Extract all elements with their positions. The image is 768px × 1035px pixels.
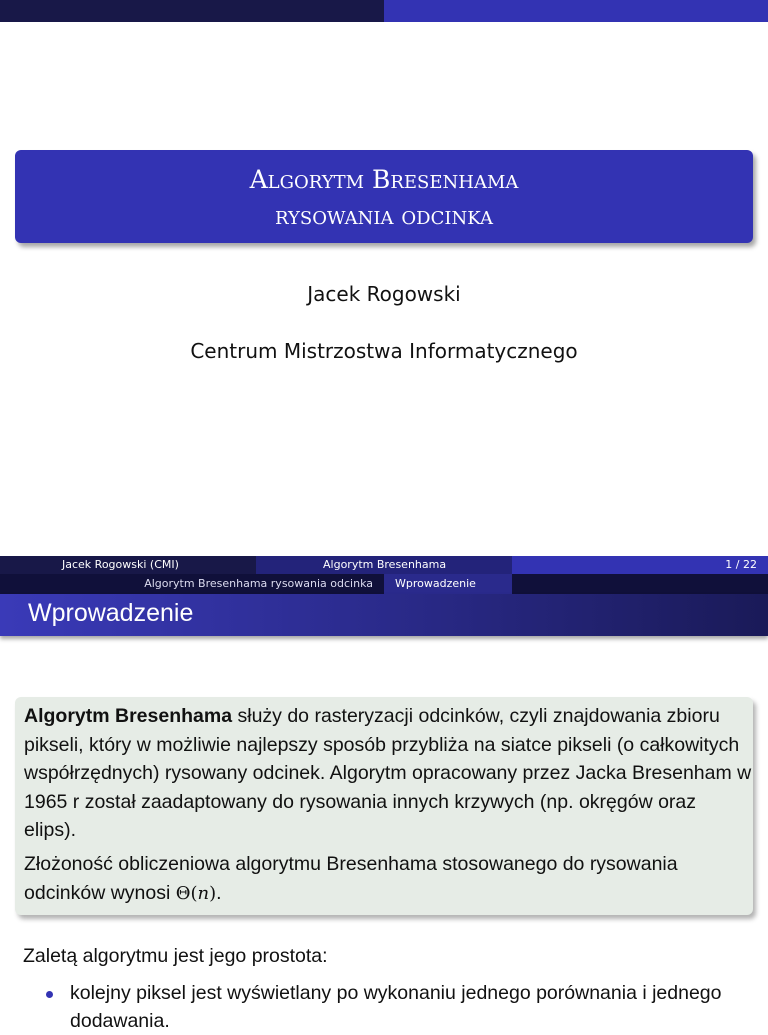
- page-number: 1 / 22: [725, 558, 757, 571]
- author-name: Jacek Rogowski: [307, 282, 461, 306]
- advantages-intro: Zaletą algorytmu jest jego prostota:: [23, 945, 328, 967]
- complexity-period: .: [216, 881, 222, 904]
- list-item-text: kolejny piksel jest wyświetlany po wykonaniu jednego porównania i jednego dodawania.: [70, 982, 722, 1032]
- theta-variable: n: [197, 882, 210, 904]
- content-slide: [0, 556, 768, 1032]
- top-navigation-strip: [0, 0, 768, 22]
- subsection-link[interactable]: Wprowadzenie: [395, 577, 476, 590]
- bold-term: Algorytm Bresenhama: [24, 705, 233, 727]
- theta-close: ): [209, 882, 217, 904]
- top-strip-left: [0, 0, 384, 22]
- headline-title-cell: [256, 556, 512, 574]
- theta-symbol: Θ(: [175, 882, 198, 904]
- complexity-paragraph: [24, 850, 752, 908]
- title-box: [15, 150, 753, 243]
- headline-page-cell: [512, 556, 768, 574]
- presentation-title-line2: rysowania odcinka: [275, 201, 493, 230]
- headline-bar: [0, 556, 768, 574]
- subsection-cell: [384, 574, 512, 594]
- theta-notation: [176, 883, 216, 904]
- section-navigation-bar: [0, 574, 768, 594]
- headline-author-cell: [0, 556, 256, 574]
- bullet-dot-icon: [46, 991, 53, 998]
- complexity-text: Złożoność obliczeniowa algorytmu Bresenhama stosowanego do rysowania odcinków wynosi: [24, 853, 678, 904]
- section-link[interactable]: Algorytm Bresenhama rysowania odcinka: [144, 577, 373, 590]
- frame-title-bar: [0, 594, 768, 636]
- headline-author: Jacek Rogowski (CMI): [62, 558, 179, 571]
- headline-short-title[interactable]: Algorytm Bresenhama: [323, 558, 447, 571]
- institute-name: Centrum Mistrzostwa Informatycznego: [190, 339, 578, 363]
- definition-text: służy do rasteryzacji odcinków, czyli znajdowania zbioru pikseli, który w możliwie najlepszy sposób przybliża na siatce pikseli (o całkowitych współrzędnych) rysowany odcinek. Algorytm opracowany przez Jacka Bresenham w 1965 r został zaadaptowany do rysowania innych krzywych (np. okręgów oraz elips).: [24, 705, 752, 841]
- top-strip-right: [384, 0, 768, 22]
- frame-title: Wprowadzenie: [28, 599, 194, 627]
- presentation-title-line1: Algorytm Bresenhama: [249, 165, 519, 194]
- definition-block: [15, 697, 753, 915]
- definition-paragraph: [24, 702, 752, 845]
